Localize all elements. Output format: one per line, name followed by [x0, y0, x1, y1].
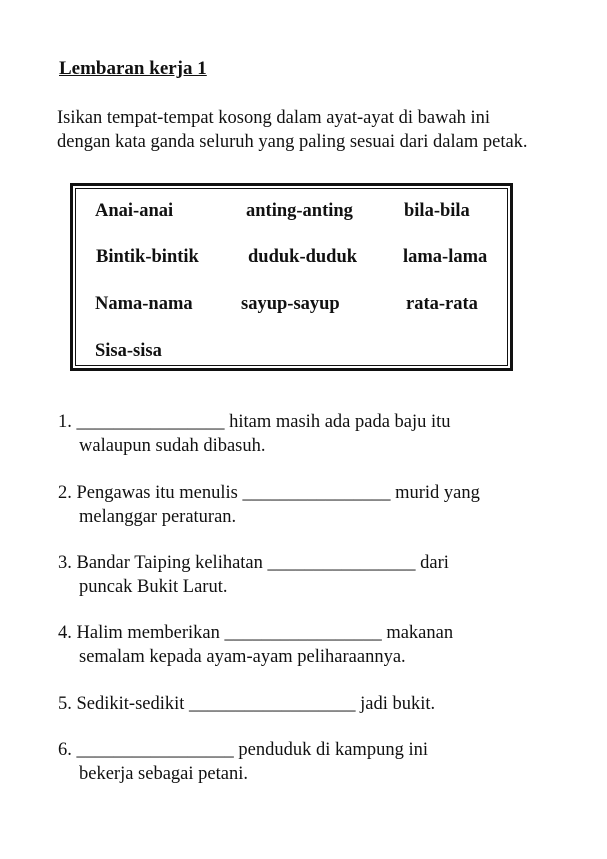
instructions-text: Isikan tempat-tempat kosong dalam ayat-ayat di bawah ini dengan kata ganda seluruh yang paling sesuai dari dalam petak. [57, 108, 528, 152]
question-text: 5. Sedikit-sedikit __________________ jadi bukit. [58, 694, 436, 714]
question-text: 4. Halim memberikan _________________ makanan [58, 623, 454, 643]
question-1 [58, 410, 451, 458]
worksheet-title: Lembaran kerja 1 [59, 58, 207, 79]
question-3 [58, 551, 449, 599]
question-6 [58, 738, 428, 786]
word-option: Nama-nama [95, 294, 193, 314]
word-option: sayup-sayup [241, 294, 340, 314]
word-option: Bintik-bintik [96, 247, 199, 267]
word-option: rata-rata [406, 294, 478, 314]
word-option: Sisa-sisa [95, 341, 162, 361]
question-text: 3. Bandar Taiping kelihatan ________________ dari [58, 553, 449, 573]
question-4 [58, 621, 453, 669]
question-text-continued: walaupun sudah dibasuh. [79, 436, 266, 456]
question-text: 1. ________________ hitam masih ada pada baju itu [58, 412, 451, 432]
question-text-continued: bekerja sebagai petani. [79, 764, 248, 784]
question-5 [58, 692, 435, 716]
question-text: 6. _________________ penduduk di kampung ini [58, 740, 428, 760]
word-option: bila-bila [404, 201, 470, 221]
word-option: anting-anting [246, 201, 353, 221]
word-option: Anai-anai [95, 201, 174, 221]
question-2 [58, 481, 480, 529]
question-text: 2. Pengawas itu menulis ________________ murid yang [58, 483, 480, 503]
word-option: lama-lama [403, 247, 488, 267]
word-option: duduk-duduk [248, 247, 358, 267]
question-text-continued: melanggar peraturan. [79, 507, 237, 527]
question-text-continued: semalam kepada ayam-ayam peliharaannya. [79, 647, 406, 667]
question-text-continued: puncak Bukit Larut. [79, 577, 228, 597]
